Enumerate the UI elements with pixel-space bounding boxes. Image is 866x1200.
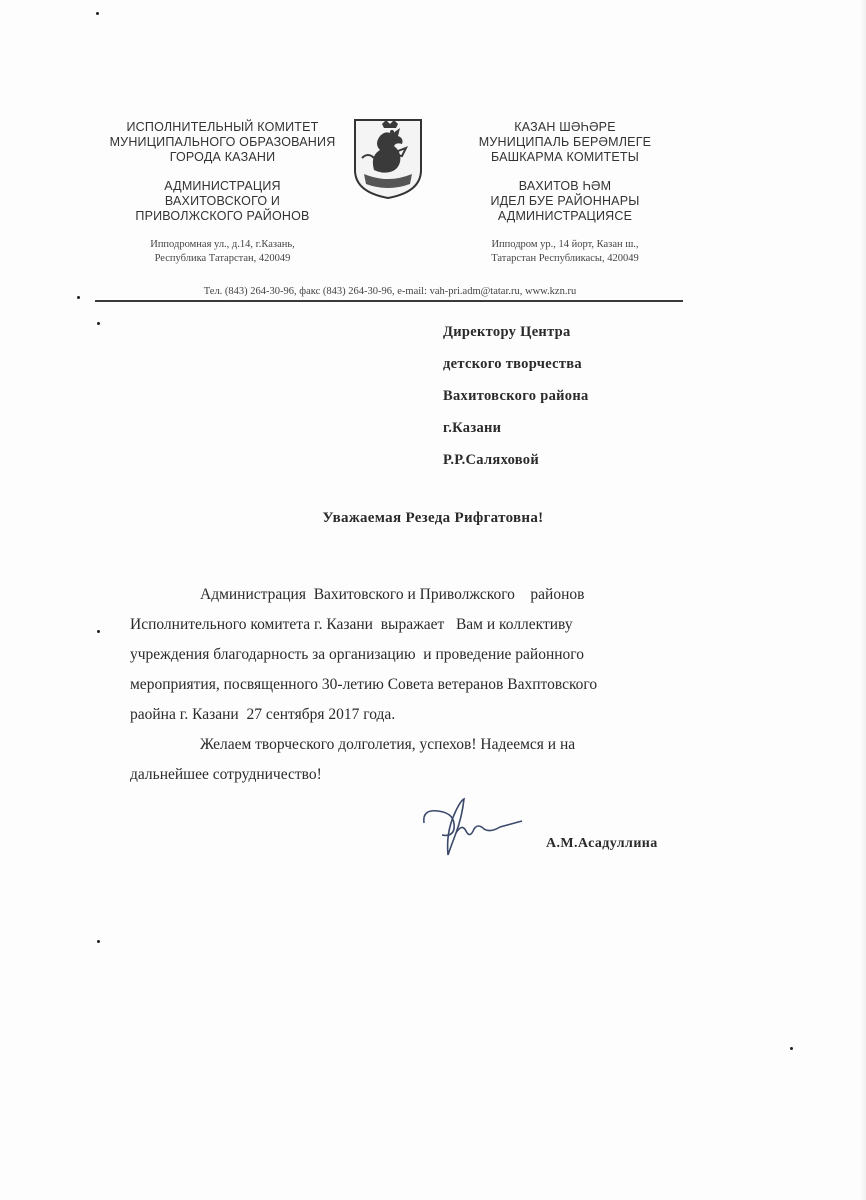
signer-name: А.М.Асадуллина	[546, 836, 658, 851]
admin-name-tt: ВАХИТОВ ҺӘМ ИДЕЛ БУЕ РАЙОННАРЫ АДМИНИСТРАЦИЯСЕ	[490, 179, 640, 223]
org-name-ru: ИСПОЛНИТЕЛЬНЫЙ КОМИТЕТ МУНИЦИПАЛЬНОГО ОБРАЗОВАНИЯ ГОРОДА КАЗАНИ	[109, 120, 336, 164]
org-name-tt: КАЗАН ШӘҺӘРЕ МУНИЦИПАЛЬ БЕРӘМЛЕГЕ БАШКАРМА КОМИТЕТЫ	[478, 120, 652, 164]
recipient-line: Р.Р.Саляховой	[443, 452, 539, 468]
handwritten-signature	[418, 793, 528, 863]
address-tt: Ипподром ур., 14 йорт, Казан ш., Татарстан Республикасы, 420049	[491, 239, 639, 264]
scan-speck	[96, 12, 99, 15]
body-line: раойна г. Казани 27 сентября 2017 года.	[130, 706, 396, 723]
scan-speck	[97, 630, 100, 633]
scan-speck	[97, 322, 100, 325]
body-line: учреждения благодарность за организацию и проведение районного	[130, 646, 585, 663]
body-line: мероприятия, посвященного 30-летию Совета ветеранов Вахптовского	[130, 676, 598, 693]
scan-speck	[790, 1047, 793, 1050]
body-line: Желаем творческого долголетия, успехов! Надеемся и на	[200, 736, 576, 753]
admin-name-ru: АДМИНИСТРАЦИЯ ВАХИТОВСКОГО И ПРИВОЛЖСКОГО РАЙОНОВ	[135, 179, 310, 223]
header-right	[445, 120, 685, 266]
page-edge-shadow	[860, 0, 866, 1200]
body-line: Администрация Вахитовского и Приволжского районов	[200, 586, 585, 603]
letter-body	[130, 580, 690, 790]
address-ru: Ипподромная ул., д.14, г.Казань, Республика Татарстан, 420049	[150, 239, 295, 264]
scan-speck	[77, 296, 80, 299]
header-left	[100, 120, 345, 266]
body-line: дальнейшее сотрудничество!	[130, 766, 322, 783]
kazan-coat-of-arms-icon	[352, 118, 424, 200]
greeting: Уважаемая Резеда Рифгатовна!	[322, 510, 544, 526]
scan-speck	[97, 940, 100, 943]
recipient-line: Директору Центра	[443, 324, 571, 340]
recipient-line: детского творчества	[443, 356, 582, 372]
body-line: Исполнительного комитета г. Казани выражает Вам и коллективу	[130, 616, 573, 633]
contacts-line: Тел. (843) 264-30-96, факс (843) 264-30-96, e-mail: vah-pri.adm@tatar.ru, www.kzn.ru	[203, 286, 577, 297]
recipient-line: Вахитовского района	[443, 388, 589, 404]
recipient-block	[443, 316, 589, 476]
header-divider	[95, 300, 683, 302]
recipient-line: г.Казани	[443, 420, 502, 436]
